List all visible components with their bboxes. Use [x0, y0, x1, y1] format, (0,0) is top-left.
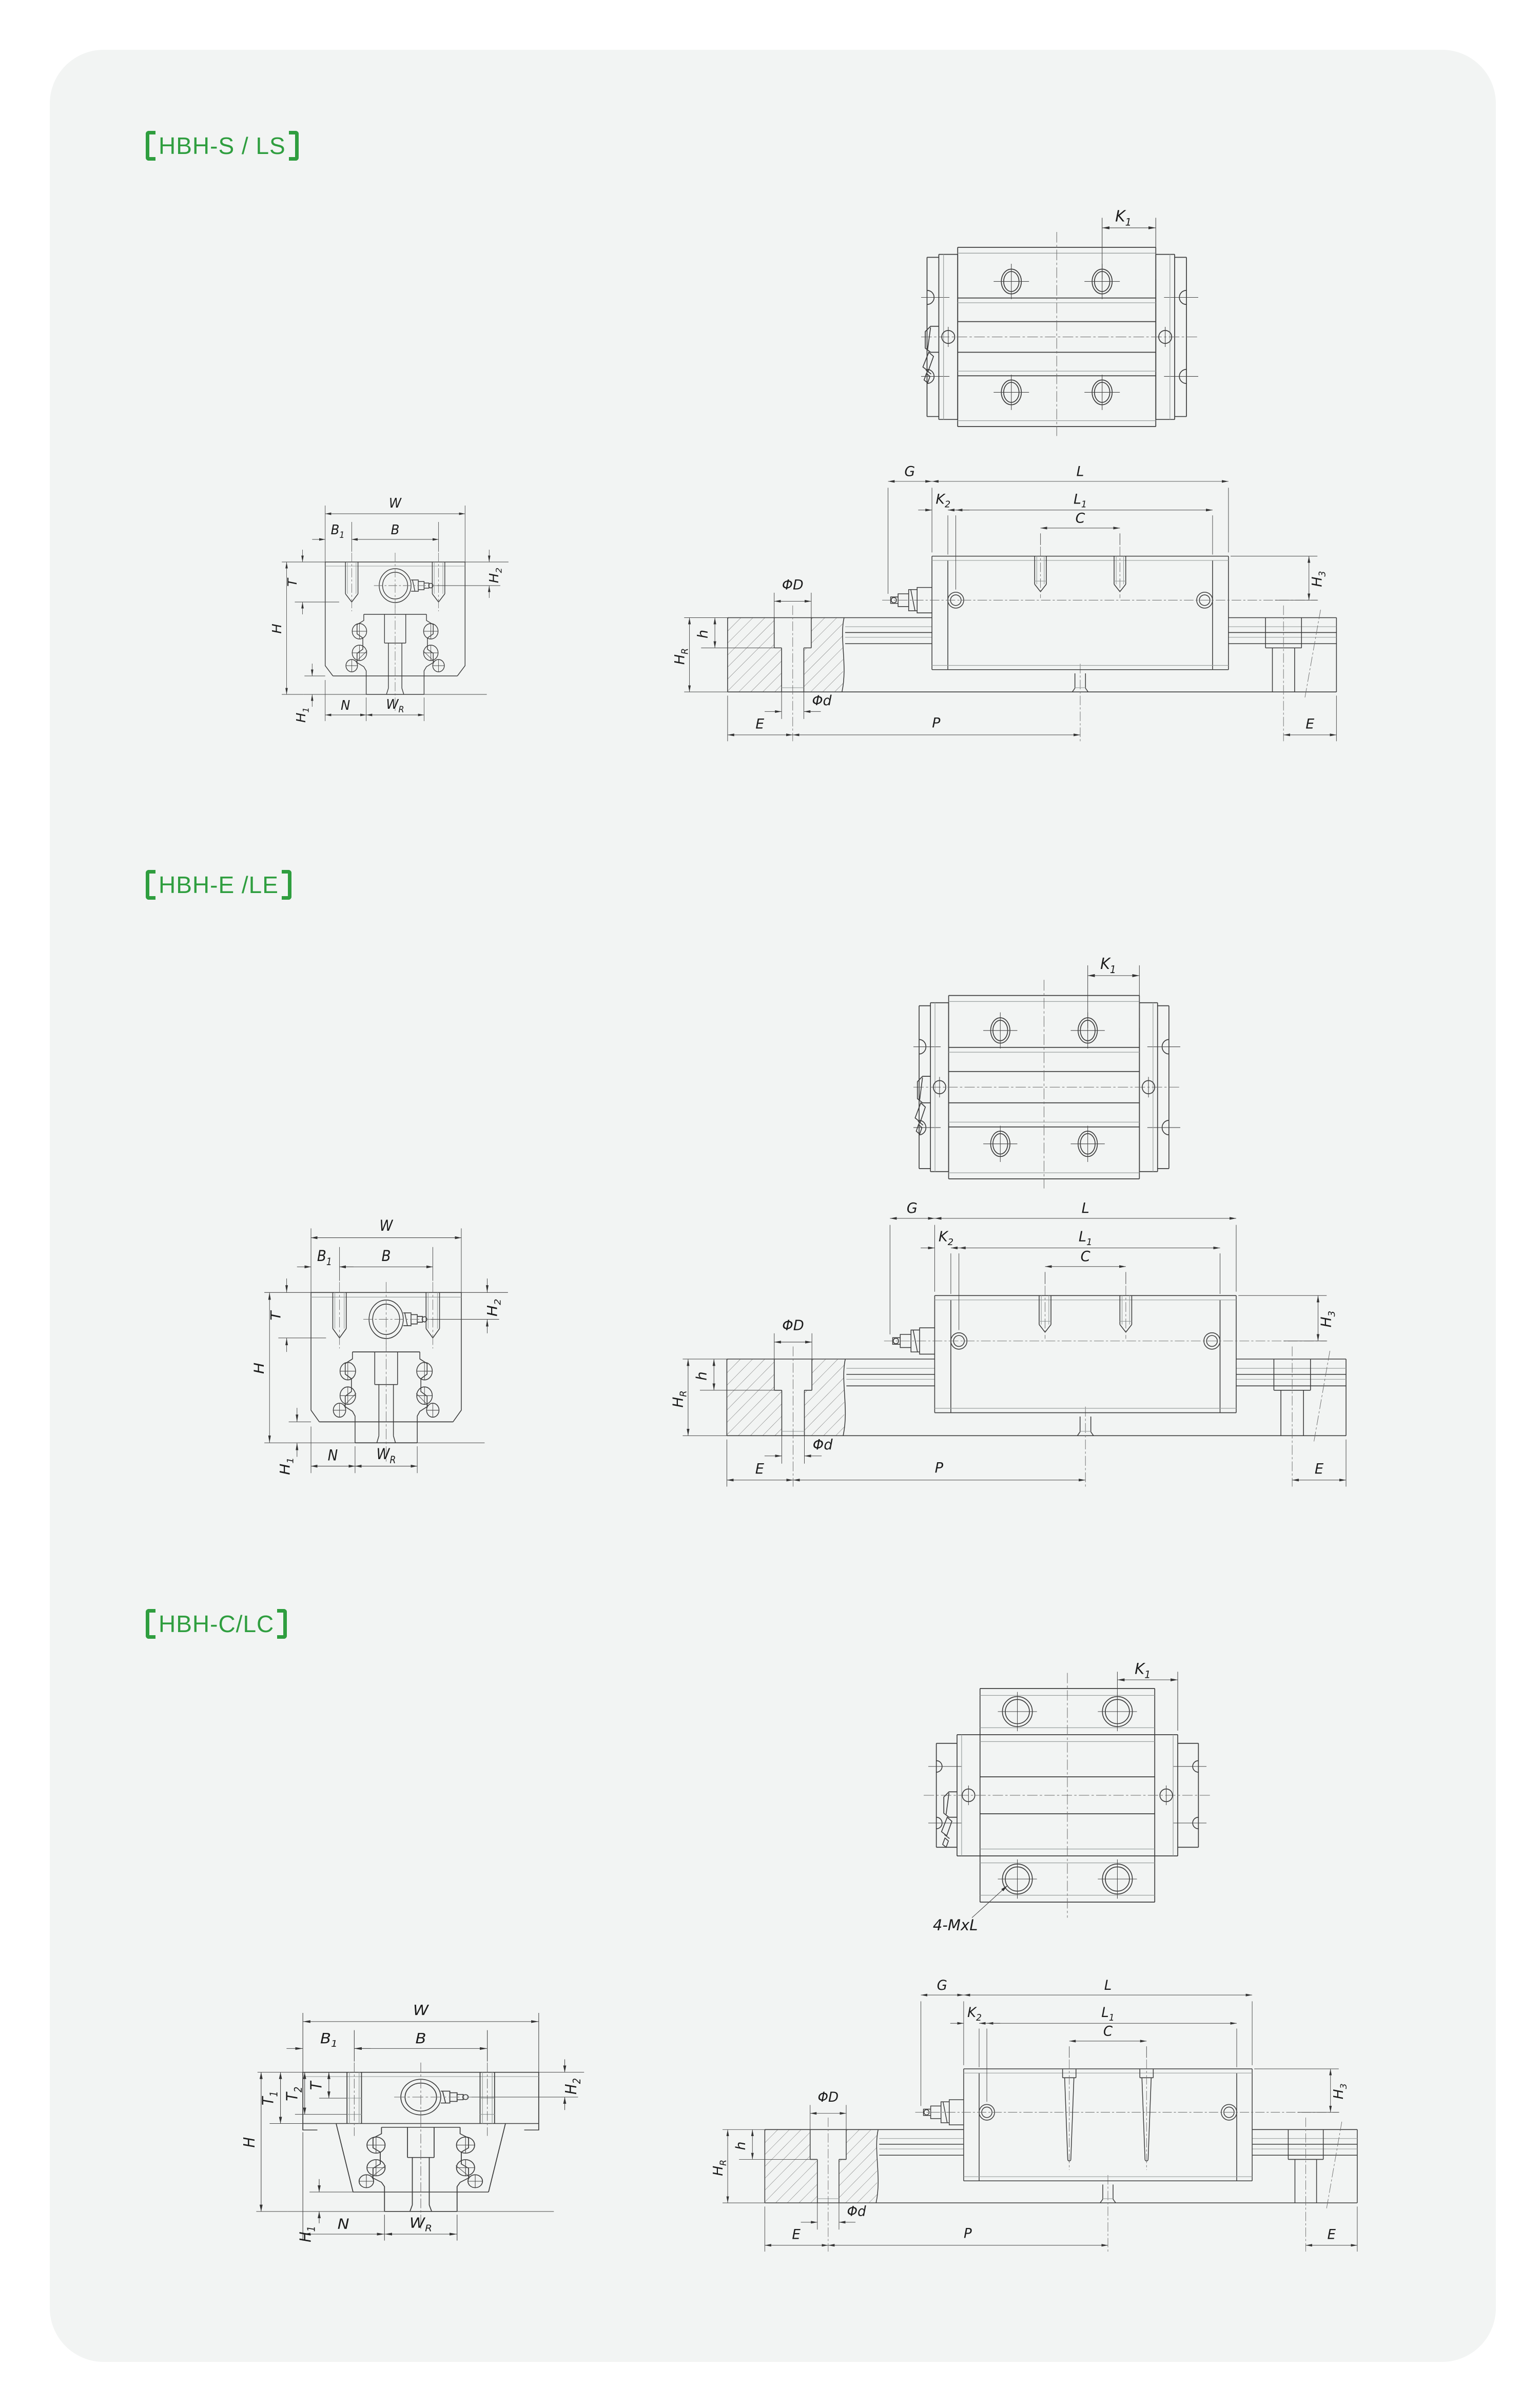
assembly-side-view	[683, 1218, 1346, 1487]
dim-label-g: G	[937, 1978, 947, 1994]
dim-label-l: L	[1104, 1978, 1112, 1994]
bracket-right	[277, 1609, 287, 1639]
dim-label-c: C	[1080, 1248, 1090, 1265]
dim-label-phid: Φd	[847, 2204, 866, 2220]
dim-label-h: H	[251, 1362, 267, 1374]
dim-label-l: L	[1081, 1199, 1089, 1217]
section-title-text: HBH-E /LE	[159, 871, 279, 898]
dim-label-n: N	[337, 2216, 349, 2233]
dim-label-phid: Φd	[812, 1436, 833, 1453]
dim-label-h3: $H_3$	[1318, 1310, 1337, 1328]
dim-label-p: P	[934, 1459, 944, 1476]
dim-label-hr: $H_R$	[711, 2159, 729, 2176]
section-title-hbh-e	[143, 868, 295, 901]
hbh-c-cross-section-drawing	[240, 1991, 590, 2256]
dim-label-t: T	[285, 578, 300, 587]
section-title-text: HBH-C/LC	[159, 1611, 275, 1637]
dim-label-h2: $H_2$	[486, 567, 504, 584]
dim-label-b1: $B_1$	[330, 522, 345, 540]
dim-label-h-small: h	[693, 1371, 710, 1381]
dim-label-h1: $H_1$	[296, 2226, 318, 2242]
dim-label-c: C	[1103, 2024, 1113, 2040]
assembly-side-view	[723, 1995, 1357, 2252]
carriage-top-view-flange	[924, 1672, 1211, 1917]
dim-label-p: P	[964, 2226, 972, 2242]
dim-label-l1: $L_1$	[1101, 2005, 1115, 2024]
dim-label-w: W	[379, 1216, 393, 1235]
dim-label-e-left: E	[755, 1460, 765, 1477]
hbh-c-side-view-drawing	[711, 1965, 1368, 2279]
section-title-hbh-s	[143, 129, 302, 162]
dim-label-h2: $H_2$	[561, 2078, 583, 2095]
bracket-right	[289, 131, 299, 161]
dim-label-h1: $H_1$	[294, 707, 311, 723]
dim-label-hr: $H_R$	[672, 648, 691, 665]
dim-label-n: N	[327, 1446, 338, 1464]
dim-label-phiD: ΦD	[782, 577, 804, 593]
dim-label-b1: $B_1$	[317, 1247, 332, 1268]
assembly-side-view	[684, 481, 1336, 741]
dim-label-l1: $L_1$	[1078, 1228, 1093, 1248]
dim-label-h-small: h	[733, 2141, 749, 2150]
dim-label-k1: $K_1$	[1115, 207, 1132, 228]
carriage-cross-section-flange	[256, 2013, 584, 2241]
carriage-cross-section	[264, 1228, 508, 1473]
dim-label-k1: $K_1$	[1100, 954, 1116, 976]
section-title-hbh-c	[143, 1607, 290, 1640]
bracket-left	[146, 131, 155, 161]
hbh-c-top-view-drawing	[924, 1657, 1211, 1934]
dim-label-b: B	[391, 522, 400, 538]
dim-label-b: B	[381, 1247, 391, 1265]
dim-label-g: G	[904, 463, 915, 480]
dim-label-wr: $W_R$	[409, 2214, 433, 2234]
dim-label-h3: $H_3$	[1309, 571, 1328, 587]
dim-label-n: N	[341, 697, 350, 713]
hbh-s-top-view-drawing	[921, 201, 1198, 437]
mount-screw-holes	[1035, 547, 1125, 598]
dim-label-e-right: E	[1314, 1460, 1324, 1477]
hbh-e-cross-section-drawing	[251, 1205, 516, 1485]
dim-label-wr: $W_R$	[376, 1445, 396, 1466]
section-title-text: HBH-S / LS	[159, 132, 286, 159]
through-pins	[1063, 2060, 1154, 2170]
dim-label-c: C	[1075, 510, 1085, 527]
dim-label-k2: $K_2$	[935, 491, 951, 510]
dim-label-e-right: E	[1327, 2227, 1336, 2243]
dim-label-e-left: E	[792, 2227, 801, 2243]
dim-label-phiD: ΦD	[817, 2090, 839, 2106]
dim-label-g: G	[906, 1199, 918, 1217]
dim-label-h: H	[269, 624, 284, 634]
hbh-s-side-view-drawing	[672, 451, 1347, 769]
hbh-s-cross-section-drawing	[269, 485, 516, 731]
dim-label-h: H	[240, 2137, 259, 2148]
dim-label-w: W	[388, 495, 402, 511]
callout-label-4mxl: 4-MxL	[932, 1916, 978, 1934]
dim-label-k1: $K_1$	[1135, 1660, 1151, 1681]
dim-label-t: T	[268, 1311, 284, 1321]
dim-label-w: W	[413, 2002, 429, 2019]
dim-label-e-left: E	[755, 716, 765, 732]
dim-label-t1: $T_1$	[258, 2091, 280, 2106]
dim-label-k2: $K_2$	[938, 1228, 954, 1248]
dim-label-t2: $T_2$	[283, 2086, 305, 2101]
dim-label-p: P	[932, 715, 941, 731]
dim-label-t: T	[307, 2081, 326, 2090]
bracket-right	[282, 870, 291, 900]
carriage-cross-section	[282, 506, 509, 721]
hbh-e-side-view-drawing	[670, 1187, 1357, 1515]
dim-label-l: L	[1076, 463, 1084, 480]
dim-label-k2: $K_2$	[967, 2005, 982, 2024]
dim-label-l1: $L_1$	[1073, 491, 1087, 510]
dim-label-wr: $W_R$	[386, 696, 404, 715]
dim-label-e-right: E	[1305, 716, 1315, 732]
dim-label-h-small: h	[695, 630, 711, 639]
dim-label-b: B	[415, 2030, 426, 2047]
dim-label-b1: $B_1$	[320, 2030, 338, 2049]
mount-screw-holes	[1039, 1286, 1132, 1339]
dim-label-hr: $H_R$	[670, 1390, 689, 1408]
dim-label-h1: $H_1$	[277, 1457, 296, 1475]
bracket-left	[146, 870, 155, 900]
carriage-top-view	[913, 965, 1180, 1189]
bracket-left	[146, 1609, 155, 1639]
dim-label-phid: Φd	[812, 692, 832, 709]
carriage-top-view	[921, 218, 1198, 436]
dim-label-h3: $H_3$	[1331, 2083, 1349, 2100]
dim-label-phiD: ΦD	[782, 1317, 804, 1334]
dim-label-h2: $H_2$	[484, 1298, 503, 1317]
hbh-e-top-view-drawing	[913, 948, 1180, 1190]
